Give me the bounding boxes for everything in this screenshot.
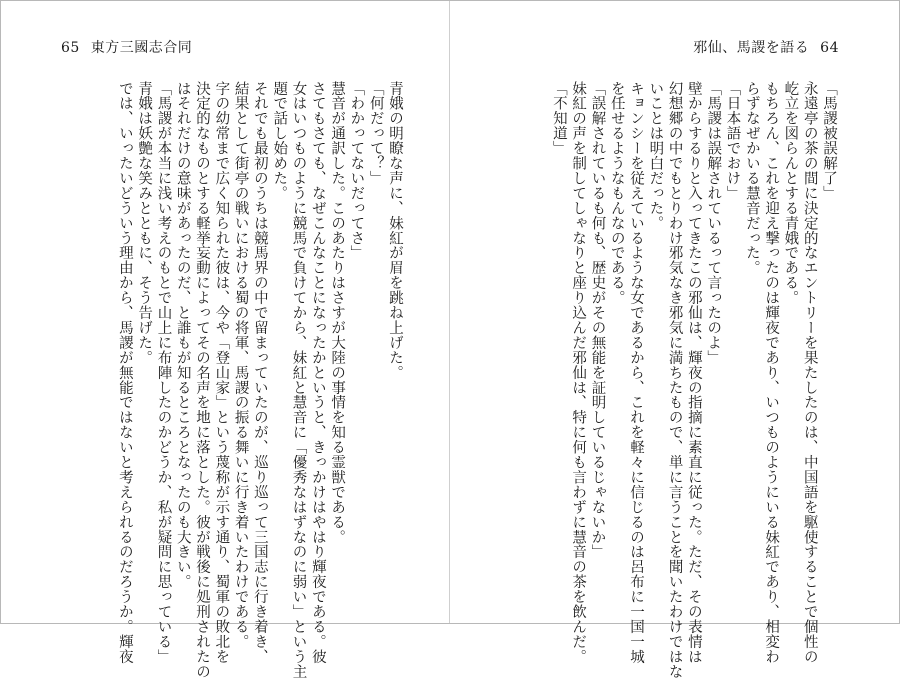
- text-line: 屹立を図らんとする青娥である。: [782, 81, 799, 306]
- text-line: 壁からするりと入ってきたこの邪仙は、輝夜の指摘に素直に従った。ただ、その表情は: [685, 81, 702, 665]
- text-line: 決定的なものとする軽挙妄動によってその名声を地に落とした。彼が戦後に処刑されたの: [194, 81, 211, 679]
- left-page: [1, 1, 450, 679]
- text-line: それでも最初のうちは競馬界の中で留まっていたのが、巡り巡って三国志に行き着き、: [251, 81, 268, 665]
- text-line: 「誤解されているも何も、歴史がその無能を証明しているじゃないか」: [589, 81, 606, 560]
- text-line: 青娥の明瞭な声に、妹紅が眉を跳ね上げた。: [387, 81, 403, 380]
- text-line: 慧音が通訳した。このあたりはさすが大陸の事情を知る霊獣である。: [329, 81, 346, 545]
- text-line: さてもさても、なぜこんなことになったかというと、きっかけはやはり輝夜である。彼: [309, 81, 326, 665]
- right-page-number: 64: [820, 40, 839, 56]
- left-page-text: [116, 81, 404, 679]
- right-running-title: 邪仙、馬謖を語る: [693, 40, 810, 56]
- text-line: 字の幼常まで広く知られた彼は、今や「登山家」という蔑称が示す通り、蜀軍の敗北を: [213, 81, 230, 665]
- text-line: 「馬謖が本当に浅い考えのもとで山上に布陣したのかどうか、私が疑問に思っている」: [155, 81, 172, 665]
- text-line: 幻想郷の中でもとりわけ邪気なき邪気に満ちたもので、単に言うことを聞いたわけではな: [666, 81, 683, 679]
- left-running-title: 東方三國志合同: [90, 40, 193, 56]
- text-line: では、いったいどういう理由から、馬謖が無能ではないと考えられるのだろうか。輝夜: [116, 81, 133, 665]
- text-line: 「日本語でおけ」: [724, 81, 741, 201]
- text-line: キョンシーを従えているような女であるから、これを軽々に信じるのは呂布に一国一城: [628, 81, 645, 665]
- text-line: 青娥は妖艶な笑みとともに、そう告げた。: [136, 81, 153, 366]
- text-line: はそれだけの意味があったのだ、と誰もが知るところとなったのも大きい。: [174, 81, 191, 590]
- text-line: もちろん、これを迎え撃ったのは輝夜であり、いつものようにいる妹紅であり、相変わ: [763, 81, 780, 665]
- left-page-header: [55, 37, 192, 57]
- text-line: を任せるようなもんなのである。: [608, 81, 625, 306]
- text-line: 「馬謖は誤解されているって言ったのよ」: [705, 81, 722, 366]
- left-page-number: 65: [61, 40, 80, 56]
- text-line: らずなぜかいる慧音だった。: [743, 81, 760, 276]
- text-line: 「わかってないだってさ」: [348, 81, 365, 261]
- right-page-header: [693, 37, 845, 57]
- text-line: 永遠亭の茶の間に決定的なエントリーを果たしたのは、中国語を駆使することで個性の: [801, 81, 818, 665]
- right-page-text: [510, 81, 838, 679]
- text-line: いことは明白だった。: [647, 81, 664, 231]
- text-line: 結果として街亭の戦いにおける蜀の将軍、馬謖の振る舞いに行き着いたわけである。: [232, 81, 249, 650]
- text-line: 「不知道」: [550, 81, 567, 156]
- text-line: 題で話し始めた。: [271, 81, 288, 201]
- text-line: 「馬謖被誤解了」: [821, 81, 837, 201]
- right-page: [450, 1, 899, 679]
- text-line: 妹紅の声を制してしゃなりと座り込んだ邪仙は、特に何も言わずに慧音の茶を飲んだ。: [570, 81, 587, 665]
- text-line: 「何だって？」: [367, 81, 384, 186]
- text-line: 女はいつものように競馬で負けてから、妹紅と慧音に「優秀なはずなのに弱い」という主: [290, 81, 307, 679]
